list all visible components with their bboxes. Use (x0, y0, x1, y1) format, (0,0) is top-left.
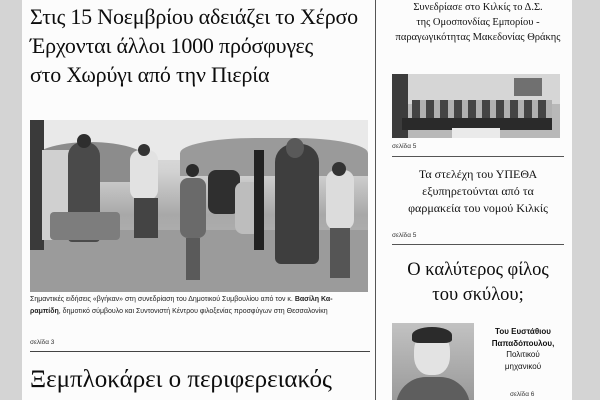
lead-page-ref[interactable]: σελίδα 3 (30, 339, 55, 346)
lead-headline-line: Στις 15 Νοεμβρίου αδειάζει το Χέρσο (30, 4, 358, 29)
upeha-article (392, 166, 564, 217)
author-byline-line: Πολιτικού (506, 350, 540, 359)
dog-headline-line: του σκύλου; (432, 285, 524, 305)
caption-person-name-cont: ραμπίδη (30, 308, 59, 315)
caption-text-cont: , δημοτικό σύμβουλο και Συντονιστή Κέντρου φιλοξενίας προσφύγων στη Θεσσαλονίκη (58, 308, 328, 315)
column-divider (375, 0, 376, 400)
dog-headline[interactable] (392, 258, 564, 308)
meeting-page-ref[interactable]: σελίδα 5 (392, 143, 417, 150)
lead-photo-caption (30, 294, 370, 318)
caption-text: Σημαντικές ειδήσεις «βγήκαν» στη συνεδρίαση του Δημοτικού Συμβουλίου από τον κ. (30, 296, 293, 303)
section-divider (30, 351, 370, 352)
section-divider (392, 156, 564, 157)
upeha-headline-line: Τα στελέχη του ΥΠΕΘΑ (418, 167, 538, 181)
refugees-photo (30, 120, 368, 292)
meeting-headline-line: της Ομοσπονδίας Εμπορίου - (416, 17, 540, 28)
caption-person-name: Βασίλη Κα- (294, 296, 333, 303)
meeting-headline-line: παραγωγικότητας Μακεδονίας Θράκης (395, 32, 561, 43)
meeting-headline[interactable] (392, 0, 564, 45)
upeha-headline[interactable] (392, 166, 564, 217)
author-byline-line: μηχανικού (504, 361, 542, 371)
caption-line (30, 294, 370, 306)
author-byline-line: Του Ευστάθιου (495, 327, 551, 336)
author-byline-line: Παπαδόπουλου, (491, 338, 555, 348)
ring-road-headline[interactable]: Ξεμπλοκάρει ο περιφερειακός (30, 366, 332, 393)
lead-headline[interactable] (30, 2, 370, 89)
upeha-headline-line: φαρμακεία του νομού Κιλκίς (408, 201, 548, 215)
upeha-headline-line: εξυπηρετούνται από τα (422, 184, 534, 198)
author-portrait (392, 323, 474, 400)
section-divider (392, 244, 564, 245)
meeting-article (392, 0, 564, 45)
newspaper-page (22, 0, 572, 400)
dog-page-ref[interactable]: σελίδα 6 (510, 391, 535, 398)
meeting-headline-line: Συνεδρίασε στο Κιλκίς το Δ.Σ. (413, 2, 543, 13)
author-byline (478, 326, 568, 372)
meeting-photo (392, 74, 560, 138)
dog-headline-line: Ο καλύτερος φίλος (407, 260, 549, 280)
upeha-page-ref[interactable]: σελίδα 5 (392, 232, 417, 239)
lead-headline-line: στο Χωρύγι από την Πιερία (30, 62, 270, 87)
lead-headline-line: Έρχονται άλλοι 1000 πρόσφυγες (30, 33, 314, 58)
caption-line (30, 306, 370, 318)
